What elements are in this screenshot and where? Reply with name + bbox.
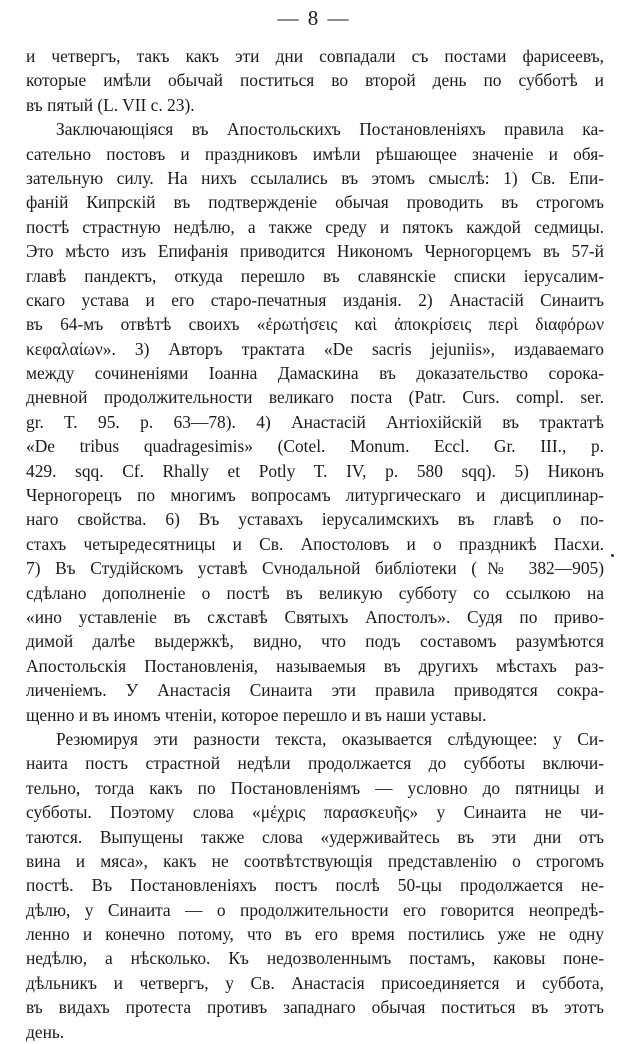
text-line: дѣльникъ и четвергъ, у Св. Анастасія присоединяется и суббота, xyxy=(26,972,604,993)
text-line: Заключающіяся въ Апостольскихъ Постановленіяхъ правила ка- xyxy=(56,119,604,140)
text-line: сательно постовъ и праздниковъ имѣли рѣшающее значеніе и обя- xyxy=(26,143,604,164)
text-line: таются. Выпущены также слова «удерживайтесь въ эти дни отъ xyxy=(26,826,604,847)
text-line: Черногорецъ по многимъ вопросамъ литургическаго и дисциплинар- xyxy=(26,485,604,506)
text-line: дѣлю, у Синаита — о продолжительности его говорится неопредѣ- xyxy=(26,899,604,920)
body-text xyxy=(26,44,604,1044)
text-line: и четвергъ, такъ какъ эти дни совпадали съ постами фарисеевъ, xyxy=(26,46,604,66)
text-line: наита постъ страстной недѣли продолжается до субботы включи- xyxy=(26,753,604,774)
text-line: κεφαλαίων». 3) Авторъ трактата «De sacris jejuniis», издаваемаго xyxy=(26,338,604,359)
text-line: день. xyxy=(26,1021,65,1042)
text-line: между сочиненіями Іоанна Дамаскина въ доказательство сорока- xyxy=(26,363,604,384)
text-line: тельно, тогда какъ по Постановленіямъ — условно до пятницы и xyxy=(26,777,604,798)
text-line: Апостольскія Постановленія, называемыя въ другихъ мѣстахъ раз- xyxy=(26,655,604,676)
text-line: постѣ страстную недѣлю, а также среду и пятокъ каждой седмицы. xyxy=(26,216,604,237)
text-line: ленно и конечно потому, что въ его время постились уже не одну xyxy=(26,924,604,945)
text-line: главѣ пандектъ, откуда перешло въ славянскіе списки іерусалим- xyxy=(26,265,604,286)
text-line: «De tribus quadragesimis» (Cotel. Monum. Eccl. Gr. III., p. xyxy=(26,436,604,457)
paragraph xyxy=(26,44,604,117)
text-line: «ино уставленіе въ сѫставѣ Святыхъ Апостолъ». Судя по приво- xyxy=(26,606,604,627)
text-line: наго свойства. 6) Въ уставахъ іерусалимскихъ въ главѣ о по- xyxy=(26,509,604,530)
text-line: дневной продолжительности великаго поста (Patr. Curs. compl. ser. xyxy=(26,387,604,408)
text-line: сдѣлано дополненіе о постѣ въ великую субботу со ссылкою на xyxy=(26,582,604,603)
text-line: зательную силу. На нихъ ссылались въ этомъ смыслѣ: 1) Св. Епи- xyxy=(26,167,604,188)
text-line: которые имѣли обычай поститься во второй день по субботѣ и xyxy=(26,70,604,91)
text-line: димой далѣе выдержкѣ, видно, что подъ составомъ разумѣются xyxy=(26,631,604,652)
page-number: — 8 — xyxy=(277,6,351,30)
text-line: въ видахъ протеста противъ западнаго обычая поститься въ этотъ xyxy=(26,997,604,1018)
text-line: gr. T. 95. p. 63—78). 4) Анастасій Антіохійскій въ трактатѣ xyxy=(26,411,604,432)
text-line: въ пятый (L. VII c. 23). xyxy=(26,94,195,115)
paragraph xyxy=(26,117,604,727)
text-line: постѣ. Въ Постановленіяхъ постъ послѣ 50-цы продолжается не- xyxy=(26,875,604,896)
text-line: скаго устава и его старо-печатныя изданія. 2) Анастасій Синаитъ xyxy=(26,289,604,310)
text-line: недѣлю, а нѣсколько. Къ недозволеннымъ постамъ, каковы поне- xyxy=(26,948,604,969)
text-line: Это мѣсто изъ Епифанія приводится Никономъ Черногорцемъ въ 57-й xyxy=(26,241,604,262)
text-line: субботы. Поэтому слова «μέχρις παρασκευῆς» у Синаита не чи- xyxy=(26,802,604,823)
text-line: 429. sqq. Cf. Rhally et Potly T. IV, p. 580 sqq). 5) Никонъ xyxy=(26,460,604,481)
text-line: вина и мяса», какъ не соотвѣтствующія представленію о строгомъ xyxy=(26,850,604,871)
text-line: личеніемъ. У Анастасія Синаита эти правила приводятся сокра- xyxy=(26,680,604,701)
text-line: щенно и въ иномъ чтеніи, которое перешло и въ наши уставы. xyxy=(26,704,487,725)
margin-mark xyxy=(611,554,614,557)
text-line: фаній Кипрскій въ подтвержденіе обычая проводить въ строгомъ xyxy=(26,192,604,213)
text-line: стахъ четыредесятницы и Св. Апостоловъ и о праздникѣ Пасхи. xyxy=(26,533,604,554)
text-line: въ 64-мъ отвѣтѣ своихъ «ἐρωτήσεις καὶ ἀποκρίσεις περὶ διαφόρων xyxy=(26,314,604,335)
text-line: 7) Въ Студійскомъ уставѣ Сvнодальной библіотеки (№ 382—905) xyxy=(26,558,604,579)
paragraph xyxy=(26,727,604,1044)
text-line: Резюмируя эти разности текста, оказывается слѣдующее: у Си- xyxy=(56,728,604,749)
